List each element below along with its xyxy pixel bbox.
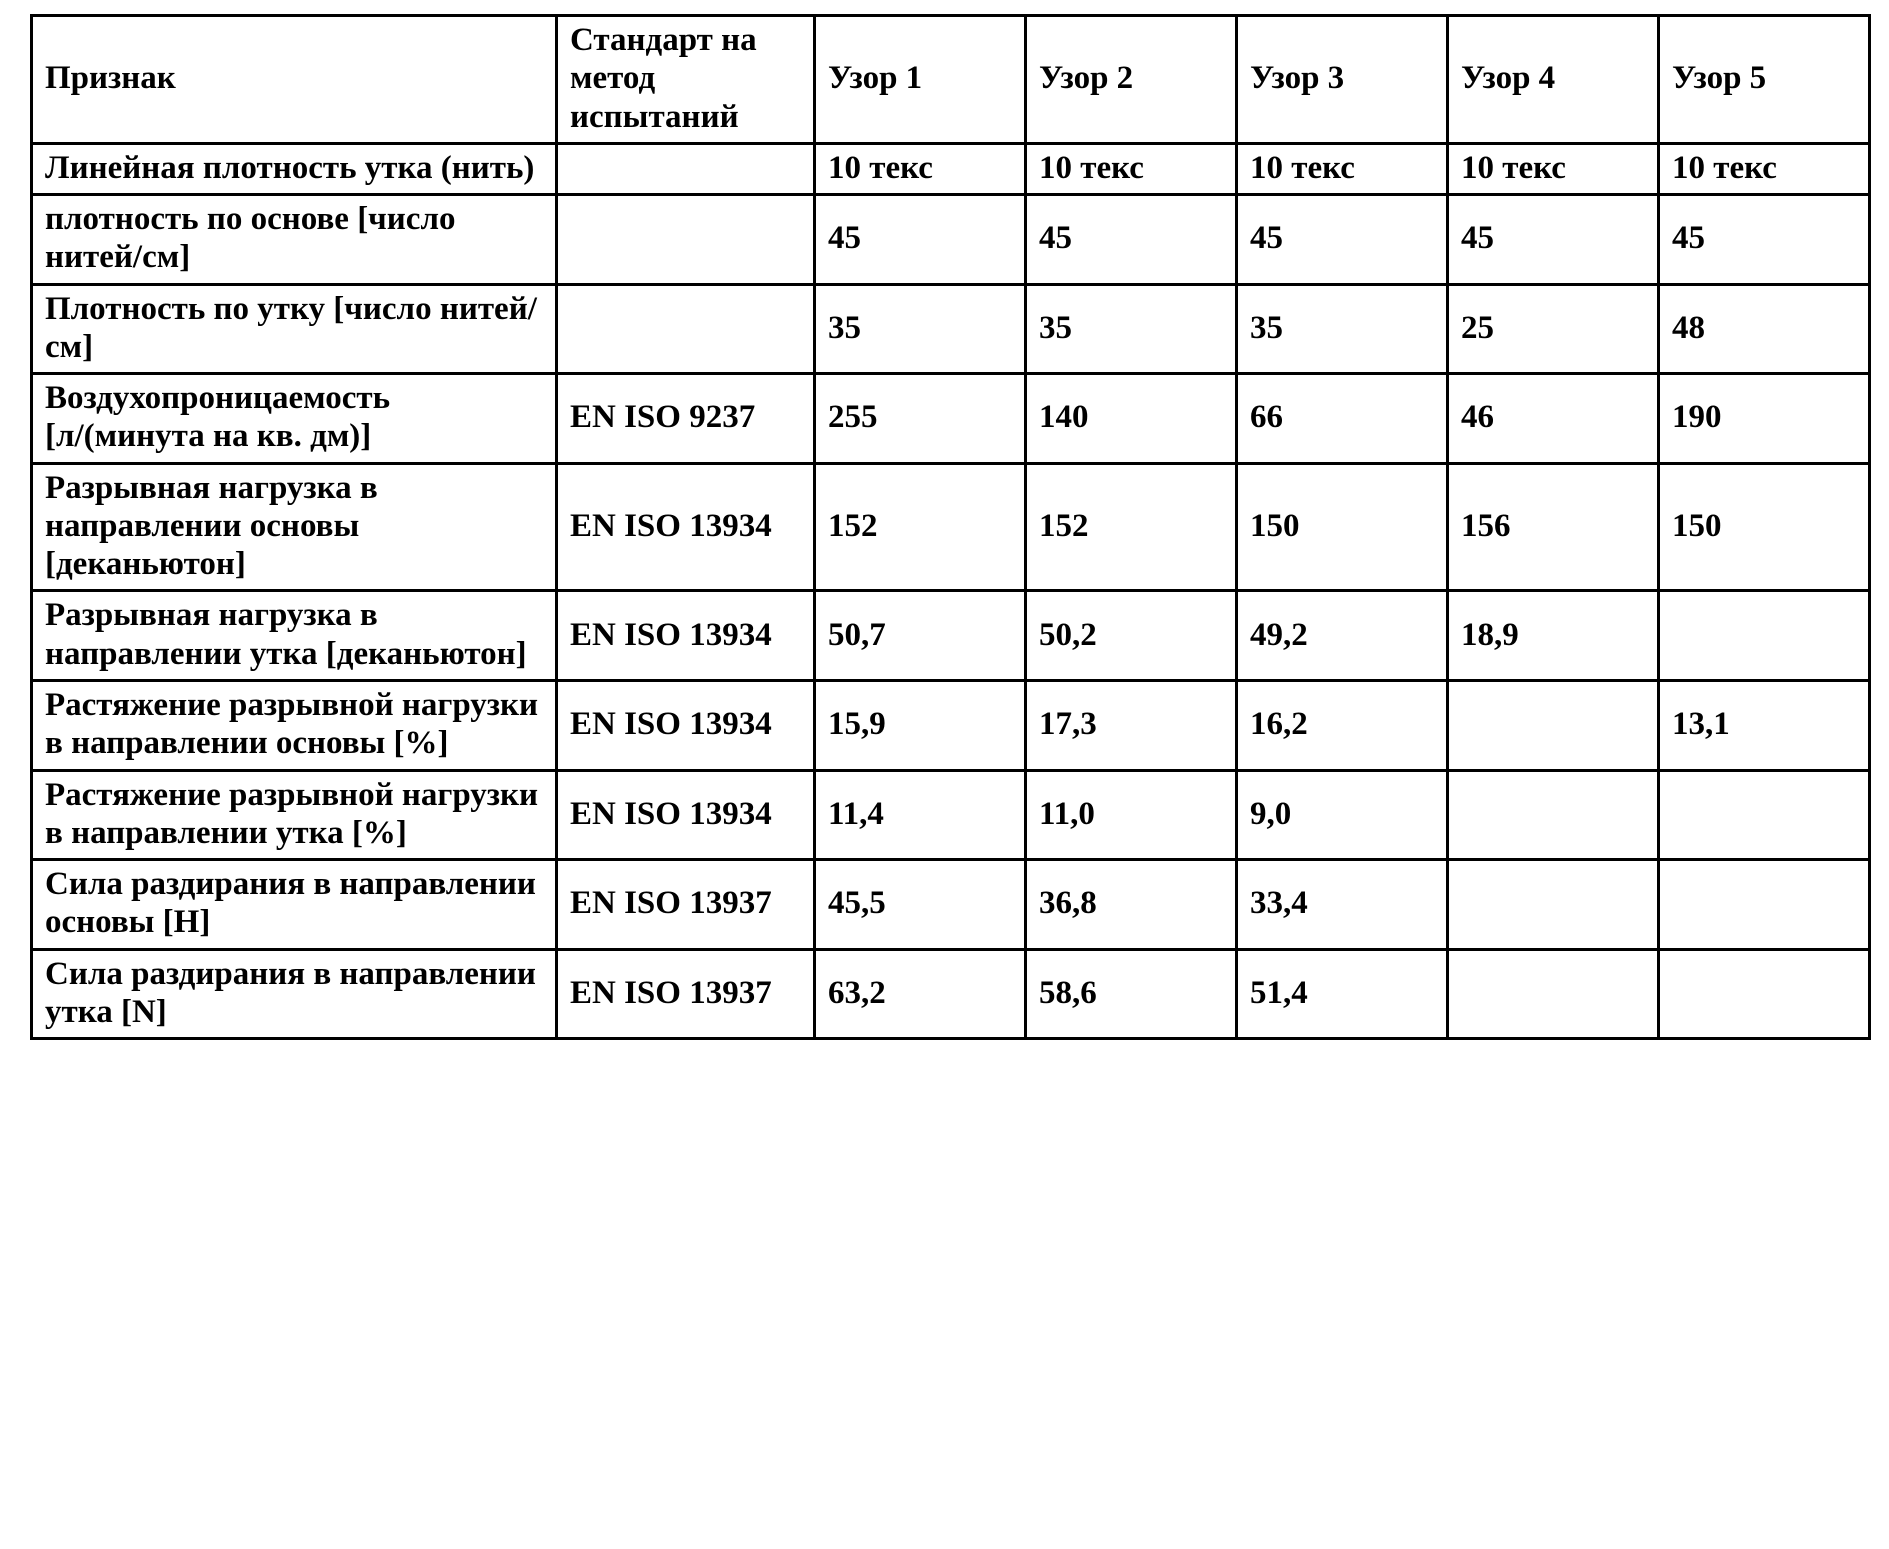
row-standard	[557, 143, 815, 194]
table-row	[32, 591, 1870, 681]
column-header-standard: Стандарт на метод испытаний	[557, 16, 815, 144]
table-row	[32, 195, 1870, 285]
row-value-pattern-4: 46	[1448, 374, 1659, 464]
table-row	[32, 143, 1870, 194]
table-header-row	[32, 16, 1870, 144]
column-header-pattern-5: Узор 5	[1659, 16, 1870, 144]
row-standard: EN ISO 13937	[557, 949, 815, 1039]
row-value-pattern-5: 10 текс	[1659, 143, 1870, 194]
row-value-pattern-3: 150	[1237, 463, 1448, 591]
table-row	[32, 860, 1870, 950]
row-value-pattern-5	[1659, 949, 1870, 1039]
row-value-pattern-3: 51,4	[1237, 949, 1448, 1039]
row-value-pattern-4: 18,9	[1448, 591, 1659, 681]
row-feature: Воздухопроницаемость [л/(минута на кв. дм)]	[32, 374, 557, 464]
row-value-pattern-1: 255	[815, 374, 1026, 464]
row-value-pattern-1: 11,4	[815, 770, 1026, 860]
row-value-pattern-5: 150	[1659, 463, 1870, 591]
row-value-pattern-1: 152	[815, 463, 1026, 591]
row-feature: Растяжение разрывной нагрузки в направлении утка [%]	[32, 770, 557, 860]
row-standard	[557, 195, 815, 285]
row-value-pattern-1: 35	[815, 284, 1026, 374]
row-value-pattern-2: 58,6	[1026, 949, 1237, 1039]
row-standard: EN ISO 13934	[557, 680, 815, 770]
row-value-pattern-5: 48	[1659, 284, 1870, 374]
row-standard: EN ISO 9237	[557, 374, 815, 464]
row-standard: EN ISO 13934	[557, 463, 815, 591]
table-row	[32, 680, 1870, 770]
table-row	[32, 770, 1870, 860]
row-value-pattern-1: 45	[815, 195, 1026, 285]
table-row	[32, 949, 1870, 1039]
row-feature: Разрывная нагрузка в направлении утка [деканьютон]	[32, 591, 557, 681]
row-value-pattern-1: 15,9	[815, 680, 1026, 770]
row-value-pattern-3: 10 текс	[1237, 143, 1448, 194]
row-value-pattern-4	[1448, 770, 1659, 860]
row-value-pattern-3: 35	[1237, 284, 1448, 374]
row-value-pattern-4	[1448, 680, 1659, 770]
column-header-pattern-4: Узор 4	[1448, 16, 1659, 144]
table-row	[32, 284, 1870, 374]
row-value-pattern-2: 35	[1026, 284, 1237, 374]
row-value-pattern-4: 45	[1448, 195, 1659, 285]
column-header-pattern-1: Узор 1	[815, 16, 1026, 144]
properties-table	[30, 14, 1871, 1040]
row-value-pattern-4: 25	[1448, 284, 1659, 374]
row-value-pattern-2: 17,3	[1026, 680, 1237, 770]
column-header-pattern-3: Узор 3	[1237, 16, 1448, 144]
row-feature: Линейная плотность утка (нить)	[32, 143, 557, 194]
row-value-pattern-3: 16,2	[1237, 680, 1448, 770]
row-standard: EN ISO 13934	[557, 770, 815, 860]
row-value-pattern-5	[1659, 591, 1870, 681]
row-standard: EN ISO 13937	[557, 860, 815, 950]
row-value-pattern-1: 10 текс	[815, 143, 1026, 194]
row-value-pattern-2: 152	[1026, 463, 1237, 591]
table-header	[32, 16, 1870, 144]
column-header-feature: Признак	[32, 16, 557, 144]
row-value-pattern-2: 11,0	[1026, 770, 1237, 860]
row-value-pattern-2: 10 текс	[1026, 143, 1237, 194]
row-feature: Сила раздирания в направлении основы [Н]	[32, 860, 557, 950]
row-value-pattern-5: 13,1	[1659, 680, 1870, 770]
row-value-pattern-1: 50,7	[815, 591, 1026, 681]
row-value-pattern-1: 63,2	[815, 949, 1026, 1039]
row-value-pattern-3: 45	[1237, 195, 1448, 285]
row-value-pattern-5	[1659, 860, 1870, 950]
column-header-pattern-2: Узор 2	[1026, 16, 1237, 144]
row-value-pattern-3: 49,2	[1237, 591, 1448, 681]
row-value-pattern-3: 66	[1237, 374, 1448, 464]
row-value-pattern-5: 190	[1659, 374, 1870, 464]
row-value-pattern-2: 45	[1026, 195, 1237, 285]
row-value-pattern-3: 9,0	[1237, 770, 1448, 860]
row-standard: EN ISO 13934	[557, 591, 815, 681]
table-row	[32, 463, 1870, 591]
row-value-pattern-4: 10 текс	[1448, 143, 1659, 194]
row-feature: плотность по основе [число нитей/см]	[32, 195, 557, 285]
row-feature: Сила раздирания в направлении утка [N]	[32, 949, 557, 1039]
row-value-pattern-2: 140	[1026, 374, 1237, 464]
row-feature: Разрывная нагрузка в направлении основы [деканьютон]	[32, 463, 557, 591]
row-value-pattern-2: 50,2	[1026, 591, 1237, 681]
row-value-pattern-4	[1448, 860, 1659, 950]
row-feature: Растяжение разрывной нагрузки в направлении основы [%]	[32, 680, 557, 770]
row-value-pattern-4: 156	[1448, 463, 1659, 591]
row-feature: Плотность по утку [число нитей/см]	[32, 284, 557, 374]
table-body	[32, 143, 1870, 1038]
table-row	[32, 374, 1870, 464]
row-value-pattern-1: 45,5	[815, 860, 1026, 950]
row-value-pattern-4	[1448, 949, 1659, 1039]
row-value-pattern-3: 33,4	[1237, 860, 1448, 950]
row-value-pattern-5: 45	[1659, 195, 1870, 285]
row-standard	[557, 284, 815, 374]
row-value-pattern-2: 36,8	[1026, 860, 1237, 950]
row-value-pattern-5	[1659, 770, 1870, 860]
